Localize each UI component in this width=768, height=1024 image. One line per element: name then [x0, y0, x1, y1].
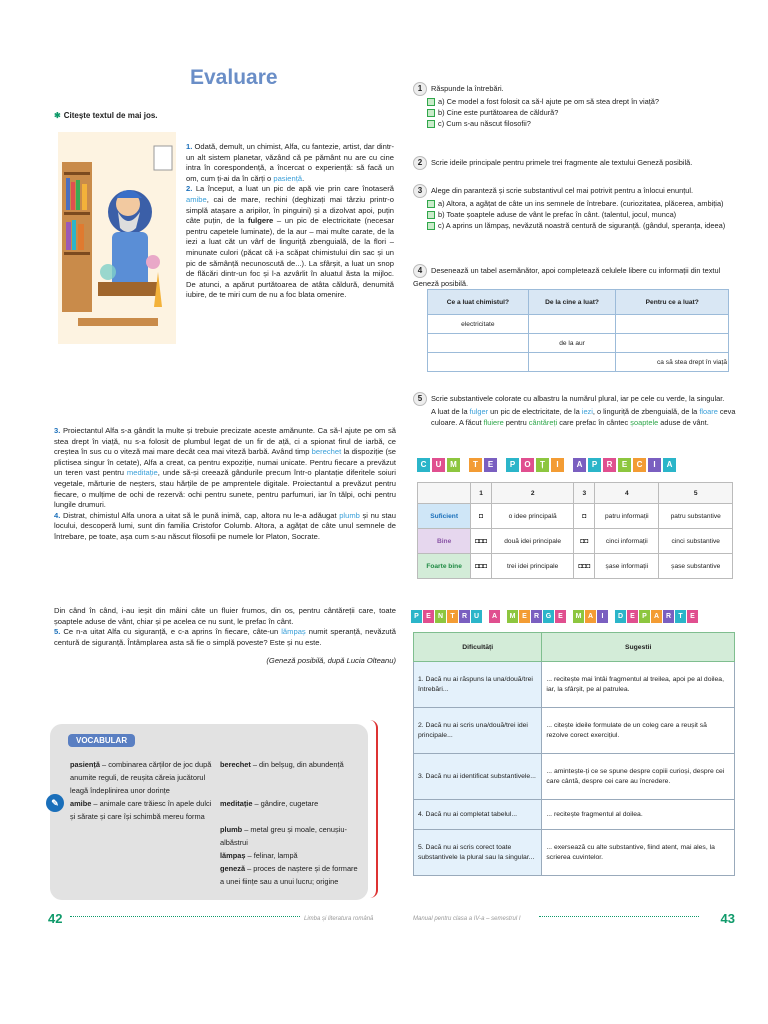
checkbox-icon: [427, 222, 435, 230]
decorative-bracket: [370, 720, 378, 898]
task-3: 3 Alege din paranteză și scrie substantivul cel mai potrivit pentru a înlocui enunțul. a) Altora, a agățat de câte un ins semnele de întrebare. (curiozitatea, plăcerea, ambiția) b) Toate șoaptele aduse de vânt le prefac în cânt. (talentul, jocul, munca) c) A aprins un lămpaș, nevăzută noastră centură de siguranță. (gândul, speranța, ideea): [413, 184, 739, 231]
title-letter-tile: R: [459, 610, 470, 623]
instruction: ✱ Citește textul de mai jos.: [54, 111, 158, 120]
title-letter-tile: T: [469, 458, 482, 472]
title-letter-tile: I: [597, 610, 608, 623]
vocabulary-entry: pasiență – combinarea cărților de joc după anumite reguli, de reușita căreia jucătorul leagă îndeplinirea unor dorințe: [70, 760, 212, 795]
left-page-bottom: [40, 600, 406, 938]
title-letter-tile: C: [417, 458, 430, 472]
table-row: 1. Dacă nu ai răspuns la una/două/trei întrebări... ... recitește mai întâi fragmentul al treilea, apoi pe al doilea, iar, la sfârșit, pe al patrulea.: [414, 662, 735, 708]
table-row: ca să stea drept în viață: [428, 353, 729, 372]
title-letter-tile: P: [588, 458, 601, 472]
title-letter-tile: A: [573, 458, 586, 472]
title-letter-tile: [566, 458, 571, 472]
chemist-illustration: [58, 132, 176, 344]
page-title: Evaluare: [190, 66, 278, 89]
checkbox-icon: [427, 120, 435, 128]
text-continuation: Din când în când, i-au ieșit din mâini câte un fluier frumos, din os, pentru cântăreții care, toate șoaptele aduse de vânt, chiar și pe acelea ce nu sunt, le prefac în cânt. 5. Ce n-a uitat Alfa cu siguranță, e c-a aprins în fiecare, câte-un lămpaș numit speranță, nevăzută centură de siguranță. Întâmplarea asta să fie o simplă poveste? Este și nu este. (Geneză posibilă, după Lucia Olteanu): [54, 606, 396, 666]
task-5: 5 Scrie substantivele colorate cu albastru la numărul plural, iar pe cele cu verde, la singular. A luat de la fulger un pic de electricitate, de la iezi, o linguriță de zbenguială, de la floare ceva culoare. A făcut fluiere pentru cântăreți care prefac în cântec șoaptele aduse de vânt.: [413, 392, 739, 428]
title-letter-tile: [462, 458, 467, 472]
page-number: 43: [720, 911, 735, 926]
title-letter-tile: R: [603, 458, 616, 472]
vocabulary-entry: lămpaș – felinar, lampă: [220, 851, 298, 860]
title-letter-tile: U: [432, 458, 445, 472]
table-row: 5. Dacă nu ai scris corect toate substantivele la plural sau la singular... ... exersează cu alte substantive, fiind atent, mai ales, la scrierea cuvintelor.: [414, 830, 735, 876]
title-letter-tile: N: [435, 610, 446, 623]
title-letter-tile: I: [648, 458, 661, 472]
title-letter-tile: A: [585, 610, 596, 623]
vocabulary-entry: [70, 862, 212, 888]
title-letter-tile: O: [521, 458, 534, 472]
vocabulary-tab: VOCABULAR: [68, 734, 135, 747]
table-row: electricitate: [428, 315, 729, 334]
table-row: 2. Dacă nu ai scris una/două/trei idei principale... ... citește ideile formulate de un coleg care a reușit să rezolve corect exercițiul.: [414, 708, 735, 754]
page-number: 42: [48, 911, 63, 926]
evaluation-table: 1 2 3 4 5 Suficient ◘ o idee principală ◘ patru informații patru substantive Bine ◘◘◘ două idei principale ◘◘ cinci informații cinci substantive Foarte bine ◘◘◘ trei idei principale ◘◘◘ șase informații șase substantive: [417, 482, 733, 579]
title-letter-tile: T: [447, 610, 458, 623]
title-letter-tile: [483, 610, 488, 623]
title-letter-tile: P: [506, 458, 519, 472]
title-letter-tile: [499, 458, 504, 472]
title-letter-tile: E: [627, 610, 638, 623]
source-citation: (Geneză posibilă, după Lucia Olteanu): [266, 656, 396, 666]
footer-line: [70, 916, 300, 918]
checkbox-icon: [427, 211, 435, 219]
title-letter-tile: I: [551, 458, 564, 472]
title-letter-tile: A: [663, 458, 676, 472]
title-letter-tile: P: [411, 610, 422, 623]
evaluation-title: [417, 458, 676, 472]
vocabulary-entry: berechet – din belșug, din abundență: [220, 760, 344, 769]
title-letter-tile: M: [507, 610, 518, 623]
table-row: 3. Dacă nu ai identificat substantivele... ... amintește-ți ce se spune despre copiii curioși, despre cei care cântă, despre cei care au încredere.: [414, 754, 735, 800]
left-page-top: [40, 44, 406, 596]
text-column-right: 1. Odată, demult, un chimist, Alfa, cu fantezie, artist, dar dintr-un alt sistem planetar, văzând că pe pământ nu are cu cine intra în corespondență, a încercat o experiență: să facă un om, cum ți-ai da în cărți o pasiență. 2. La început, a luat un pic de apă vie prin care înotaseră amibe, cai de mare, rechini (deghizați mai târziu printr-o simplă atașare a aripilor, în pinguini) și a dizolvat apoi, puțin câte puțin, de la fulgere – un pic de electricitate (necesar pentru capetele luminate), de la aur – mai multe carate, de la iezi a luat căt un vârf de linguriță zbenguială, de la flori – minunate culori (păcat că i-a scăpat chimistului din sac și un pic de sămânță necunoscută de...). La sfârșit, a luat un snop de flăcări dintr-un foc și l-a azvârlit în aluatul ăsta la mijloc. De atunci, a apărut purtătoarea de atâta căldură, denumită iubire, de te miri cum de nu a foc blata omenire.: [186, 142, 394, 300]
footer-line: [539, 916, 699, 918]
vocabulary-entry: [70, 823, 212, 849]
vocabulary-entry: [70, 849, 212, 862]
title-letter-tile: C: [633, 458, 646, 472]
checkbox-icon: [427, 109, 435, 117]
task-2: 2 Scrie ideile principale pentru primele trei fragmente ale textului Geneză posibilă.: [413, 156, 739, 170]
info-table: Ce a luat chimistul? De la cine a luat? Pentru ce a luat? electricitate de la aur ca să stea drept în viață: [427, 289, 729, 372]
vocabulary-list: [70, 758, 362, 888]
vocabulary-entry: meditație – gândire, cugetare: [220, 799, 319, 808]
text-column-full: 3. Proiectantul Alfa s-a gândit la multe și trebuie precizate aceste amănunte. Ca să-l ajute pe om să stea drept în viață, nu s-a folosit de plumbul legat de un fir de ață, ci a spionat firul de iarbă, ce creștea în sus cu o viteză mai mare decât cea mai viteză barbă. Având timp berechet la dispoziție (se plictisea singur în cetate), Alfa a creat, ca pentru expoziție, numai unicate. Pentru fiecare a prevăzut un teren vast pentru meditație, unde să-și creează gândurile precum într-o plantație diferitele soiuri vegetale, mărturie de neșters, stau hărțile de pe amprentele digitale. Proiectantul a prevăzut pentru fiecare, o mulțime de ochi de rezervă: ochi pentru sunete, pentru parfumuri, iar în tălpi, ochi pentru lungile drumuri. 4. Distrat, chimistul Alfa unora a uitat să le pună inimă, cap, altora nu le-a adăugat plumb și nu stau locului, descoperă lumi, sunt din familia Cristofor Columb. Altora, a agățat de câte unul semnele de întrebare, pe toate, așa cum s-au născut filosofii pe numele lor Platon, Socrate.: [54, 426, 397, 541]
title-letter-tile: G: [543, 610, 554, 623]
vocabulary-entry: plumb – metal greu și moale, cenușiu-albăstrui: [220, 825, 347, 847]
title-letter-tile: Ț: [536, 458, 549, 472]
table-row: Foarte bine ◘◘◘ trei idei principale ◘◘◘ șase informații șase substantive: [418, 554, 733, 579]
title-letter-tile: E: [687, 610, 698, 623]
title-letter-tile: P: [639, 610, 650, 623]
star-icon: ✱: [54, 111, 61, 120]
title-letter-tile: E: [555, 610, 566, 623]
title-letter-tile: [609, 610, 614, 623]
suggestions-table: Dificultăți Sugestii 1. Dacă nu ai răspuns la una/două/trei întrebări... ... recitește mai întâi fragmentul al treilea, apoi pe al doilea, iar, la sfârșit, pe al patrulea. 2. Dacă nu ai scris una/două/trei idei principale... ... citește ideile formulate de un coleg care a reușit să rezolve corect exercițiul. 3. Dacă nu ai identificat substantivele... ... amintește-ți ce se spune despre copiii curioși, despre cei care cântă, despre cei care au încredere. 4. Dacă nu ai completat tabelul... ... recitește fragmentul al doilea. 5. Dacă nu ai scris corect toate substantivele la plural sau la singular... ... exersează cu alte substantive, fiind atent, mai ales, la scrierea cuvintelor.: [413, 632, 735, 876]
right-page-bottom: [409, 600, 743, 938]
title-letter-tile: A: [651, 610, 662, 623]
table-row: de la aur: [428, 334, 729, 353]
title-letter-tile: M: [447, 458, 460, 472]
footer-text: Manual pentru clasa a IV-a – semestrul I: [413, 916, 521, 922]
title-letter-tile: A: [489, 610, 500, 623]
right-page-top: [409, 44, 743, 596]
footer-text: Limba și literatura română: [304, 916, 374, 922]
title-letter-tile: [501, 610, 506, 623]
task-1: 1 Răspunde la întrebări. a) Ce model a fost folosit ca să-l ajute pe om să stea drept în viață? b) Cine este purtătoarea de căldură? c) Cum s-au născut filosofii?: [413, 82, 739, 129]
title-letter-tile: U: [471, 610, 482, 623]
table-row: Bine ◘◘◘ două idei principale ◘◘ cinci informații cinci substantive: [418, 529, 733, 554]
title-letter-tile: R: [531, 610, 542, 623]
table-row: Suficient ◘ o idee principală ◘ patru informații patru substantive: [418, 504, 733, 529]
title-letter-tile: E: [519, 610, 530, 623]
title-letter-tile: [567, 610, 572, 623]
further-title: [411, 610, 698, 623]
title-letter-tile: E: [618, 458, 631, 472]
checkbox-icon: [427, 200, 435, 208]
vocabulary-entry: amibe – animale care trăiesc în apele dulci și sărate și care își schimbă mereu forma: [70, 799, 212, 821]
title-letter-tile: T: [675, 610, 686, 623]
title-letter-tile: E: [423, 610, 434, 623]
vocabulary-entry: geneză – proces de naștere și de formare a unei ființe sau a unui lucru; origine: [220, 864, 358, 886]
title-letter-tile: R: [663, 610, 674, 623]
title-letter-tile: D: [615, 610, 626, 623]
table-row: 4. Dacă nu ai completat tabelul... ... recitește fragmentul al doilea.: [414, 800, 735, 830]
task-4: 4 Desenează un tabel asemănător, apoi completează celulele libere cu informații din textul Geneză posibilă.: [413, 265, 721, 288]
title-letter-tile: E: [484, 458, 497, 472]
checkbox-icon: [427, 98, 435, 106]
title-letter-tile: M: [573, 610, 584, 623]
dictionary-icon: ✎: [46, 794, 64, 812]
